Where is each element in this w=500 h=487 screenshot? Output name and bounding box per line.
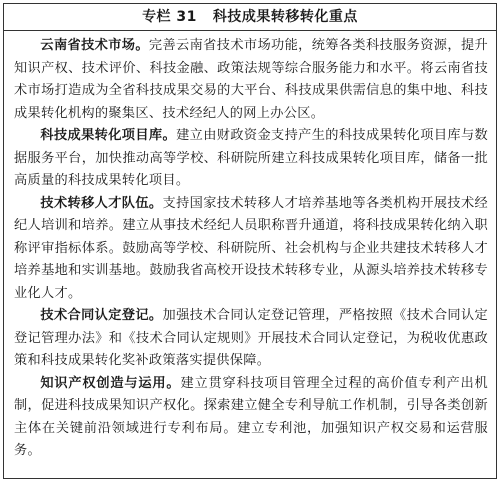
section-ip-creation	[14, 373, 488, 463]
box-title	[4, 4, 496, 31]
box-title-number: 专栏 31	[142, 9, 197, 25]
box-title-text: 科技成果转移转化重点	[212, 9, 358, 25]
section-body: 加强技术合同认定登记管理，严格按照《技术合同认定登记管理办法》和《技术合同认定规则》开展技术合同认定登记，为税收优惠政策和科技成果转化奖补政策落实提供保障。	[14, 308, 489, 368]
box-content	[4, 31, 496, 463]
section-heading: 技术转移人才队伍。	[40, 195, 163, 211]
section-body: 完善云南省技术市场功能，统筹各类科技服务资源，提升知识产权、技术评价、科技金融、政策法规等综合服务能力和水平。将云南省技术市场打造成为全省科技成果交易的大平台、科技成果供需信息的集中地、科技成果转化机构的聚集区、技术经纪人的网上办公区。	[14, 38, 488, 121]
section-tech-market	[14, 35, 488, 125]
section-heading: 云南省技术市场。	[40, 38, 149, 53]
section-heading: 科技成果转化项目库。	[40, 128, 177, 143]
section-heading: 知识产权创造与运用。	[40, 375, 181, 391]
section-body: 建立由财政资金支持产生的科技成果转化项目库与数据服务平台，加快推动高等学校、科研院所建立科技成果转化项目库，储备一批高质量的科技成果转化项目。	[14, 128, 489, 188]
section-project-library	[14, 125, 488, 193]
section-heading: 技术合同认定登记。	[40, 308, 163, 323]
section-body: 建立贯穿科技项目管理全过程的高价值专利产出机制，促进科技成果知识产权化。探索建立健全专利导航工作机制，引导各类创新主体在关键前沿领域进行专利布局。建立专利池，加强知识产权交易和运营服务。	[14, 375, 488, 458]
feature-box	[3, 3, 497, 479]
section-talent-team	[14, 193, 488, 306]
section-body: 支持国家技术转移人才培养基地等各类机构开展技术经纪人培训和培养。建立从事技术经纪人员职称晋升通道，将科技成果转化纳入职称评审指标体系。鼓励高等学校、科研院所、社会机构与企业共建技术转移人才培养基地和实训基地。鼓励我省高校开设技术转移专业，从源头培养技术转移专业化人才。	[14, 195, 489, 301]
section-contract-registration	[14, 305, 488, 373]
